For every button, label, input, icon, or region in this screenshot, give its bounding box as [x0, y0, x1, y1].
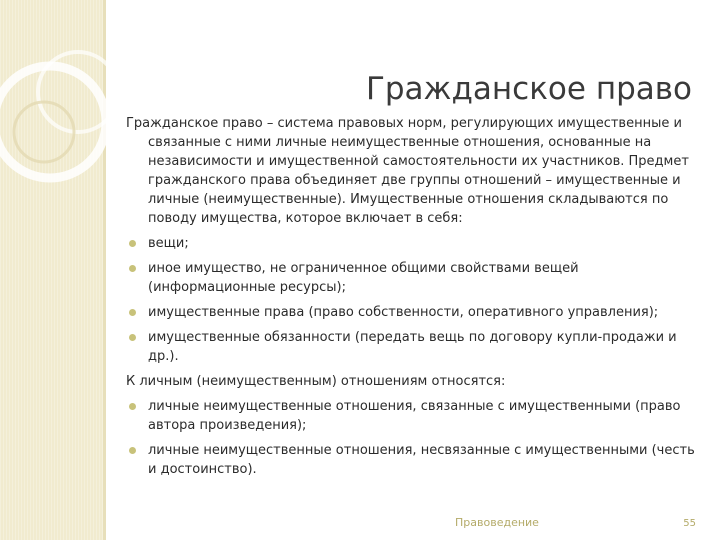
property-list	[126, 234, 700, 366]
list-item: личные неимущественные отношения, связанные с имущественными (право автора произведения);	[126, 397, 700, 435]
slide-title: Гражданское право	[365, 70, 692, 107]
intro-paragraph	[126, 114, 700, 228]
decorative-circles	[0, 0, 106, 540]
list-item: вещи;	[126, 234, 700, 253]
page-number: 55	[683, 518, 696, 529]
list-item: имущественные права (право собственности, оперативного управления);	[126, 303, 700, 322]
personal-list	[126, 397, 700, 479]
list-item: иное имущество, не ограниченное общими свойствами вещей (информационные ресурсы);	[126, 259, 700, 297]
intro-term: Гражданское право	[126, 116, 263, 131]
slide-content	[126, 114, 700, 485]
list-item: личные неимущественные отношения, несвязанные с имущественными (честь и достоинство).	[126, 441, 700, 479]
footer-label: Правоведение	[455, 516, 539, 529]
intro-definition: – система правовых норм, регулирующих имущественные и связанные с ними личные неимущественные отношения, основанные на независимости и имущественной самостоятельности их участников. Предмет гражданского права объединяет две группы отношений – имущественные и личные (неимущественные). Имущественные отношения складываются по поводу имущества, которое включает в себя:	[148, 116, 689, 226]
list-item: имущественные обязанности (передать вещь по договору купли-продажи и др.).	[126, 328, 700, 366]
personal-relations-heading: К личным (неимущественным) отношениям относятся:	[126, 374, 506, 389]
